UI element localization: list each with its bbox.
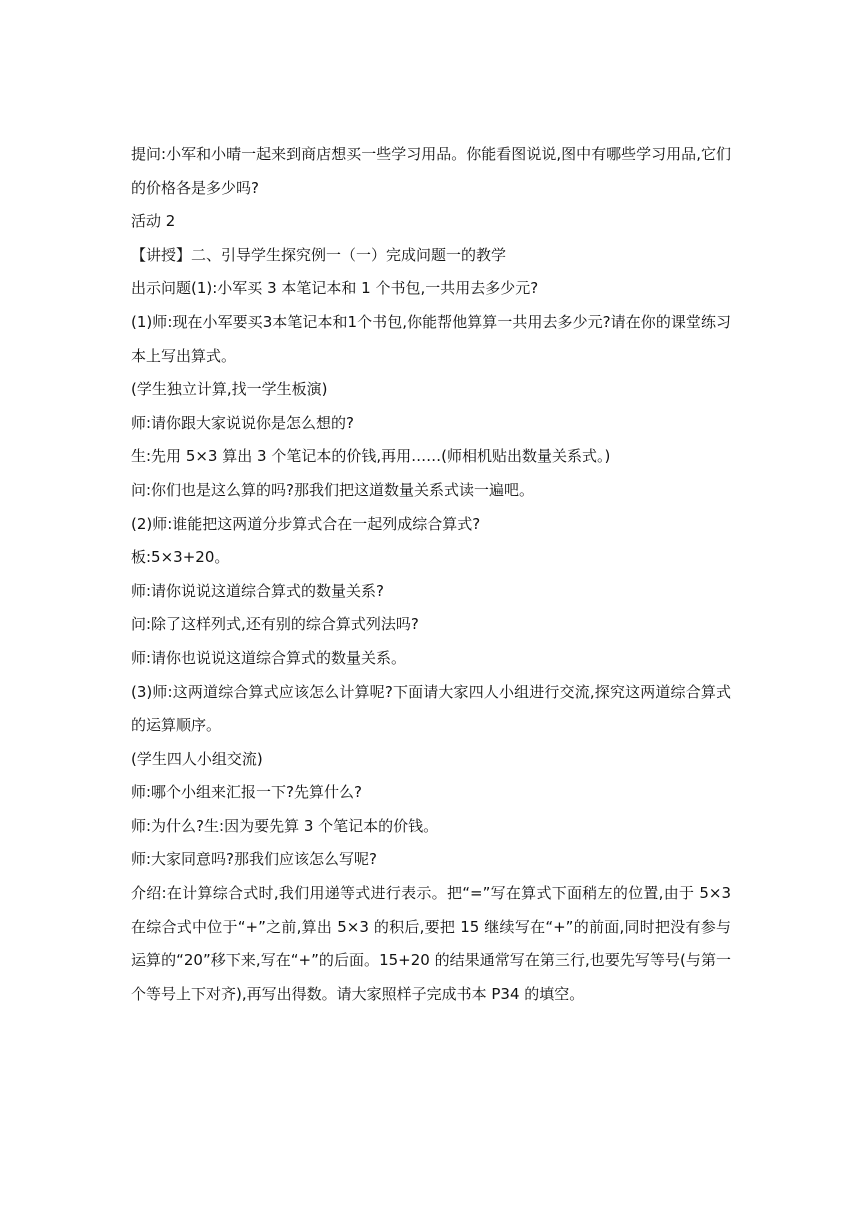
paragraph-teacher-relation-2: 师:请你也说说这道综合算式的数量关系。 (131, 648, 407, 667)
paragraph-introduction: 介绍:在计算综合式时,我们用递等式进行表示。把“=”写在算式下面稍左的位置,由于 5×3 在综合式中位于“+”之前,算出 5×3 的积后,要把 15 继续写在“+”的前面,同时把没有参与运算的“20”移下来,写在“+”的后面。15+20 的结果通常写在第三行,也要先写等号(与第一个等号上下对齐),再写出得数。请大家照样子完成书本 P34 的填空。 (131, 884, 731, 1003)
paragraph-group-discussion: (学生四人小组交流) (131, 749, 263, 768)
paragraph-teacher-agree: 师:大家同意吗?那我们应该怎么写呢? (131, 850, 377, 869)
paragraph-question-other: 问:除了这样列式,还有别的综合算式列法吗? (131, 615, 419, 634)
paragraph-teacher-relation: 师:请你说说这道综合算式的数量关系? (131, 581, 385, 600)
paragraph-teacher-1: (1)师:现在小军要买3本笔记本和1个书包,你能帮他算算一共用去多少元?请在你的课堂练习本上写出算式。 (131, 312, 731, 365)
paragraph-problem-1: 出示问题(1):小军买 3 本笔记本和 1 个书包,一共用去多少元? (131, 279, 539, 298)
paragraph-student-board: (学生独立计算,找一学生板演) (131, 380, 328, 399)
paragraph-teacher-3: (3)师:这两道综合算式应该怎么计算呢?下面请大家四人小组进行交流,探究这两道综合算式的运算顺序。 (131, 682, 731, 735)
paragraph-teacher-report: 师:哪个小组来汇报一下?先算什么? (131, 783, 362, 802)
paragraph-question-read: 问:你们也是这么算的吗?那我们把这道数量关系式读一遍吧。 (131, 480, 535, 499)
document-body (131, 138, 731, 1011)
paragraph-lecture-heading: 【讲授】二、引导学生探究例一（一）完成问题一的教学 (131, 245, 507, 264)
paragraph-teacher-why: 师:为什么?生:因为要先算 3 个笔记本的价钱。 (131, 816, 439, 835)
paragraph-question-intro: 提问:小军和小晴一起来到商店想买一些学习用品。你能看图说说,图中有哪些学习用品,它们的价格各是多少吗? (131, 145, 731, 197)
paragraph-student-answer: 生:先用 5×3 算出 3 个笔记本的价钱,再用……(师相机贴出数量关系式。) (131, 447, 611, 466)
paragraph-board-formula: 板:5×3+20。 (131, 548, 230, 567)
paragraph-teacher-2: (2)师:谁能把这两道分步算式合在一起列成综合算式? (131, 514, 481, 533)
paragraph-teacher-ask: 师:请你跟大家说说你是怎么想的? (131, 413, 355, 432)
paragraph-activity-heading: 活动 2 (131, 212, 176, 231)
